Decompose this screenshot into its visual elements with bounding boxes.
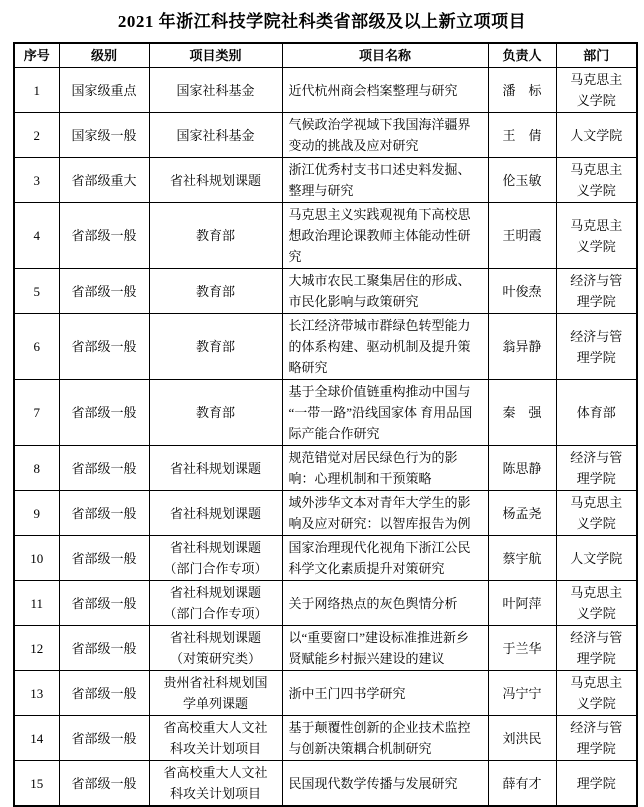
table-row bbox=[14, 671, 637, 716]
cell-serial-number: 9 bbox=[14, 491, 59, 536]
table-row bbox=[14, 380, 637, 446]
cell-level: 省部级一般 bbox=[59, 446, 149, 491]
cell-project-name: 浙江优秀村支书口述史料发掘、整理与研究 bbox=[282, 158, 488, 203]
cell-project-name: 以“重要窗口”建设标准推进新乡贤赋能乡村振兴建设的建议 bbox=[282, 626, 488, 671]
cell-category: 国家社科基金 bbox=[149, 113, 282, 158]
cell-leader: 薛有才 bbox=[488, 761, 556, 807]
cell-category: 省社科规划课题（部门合作专项） bbox=[149, 581, 282, 626]
table-row bbox=[14, 269, 637, 314]
cell-department: 马克思主义学院 bbox=[556, 68, 637, 113]
cell-category: 省社科规划课题 bbox=[149, 446, 282, 491]
cell-level: 省部级重大 bbox=[59, 158, 149, 203]
cell-level: 省部级一般 bbox=[59, 269, 149, 314]
cell-level: 省部级一般 bbox=[59, 380, 149, 446]
cell-serial-number: 7 bbox=[14, 380, 59, 446]
table-row bbox=[14, 536, 637, 581]
cell-leader: 王 倩 bbox=[488, 113, 556, 158]
cell-project-name: 长江经济带城市群绿色转型能力的体系构建、驱动机制及提升策略研究 bbox=[282, 314, 488, 380]
cell-serial-number: 2 bbox=[14, 113, 59, 158]
cell-level: 省部级一般 bbox=[59, 203, 149, 269]
cell-level: 省部级一般 bbox=[59, 314, 149, 380]
cell-department: 体育部 bbox=[556, 380, 637, 446]
table-row bbox=[14, 314, 637, 380]
cell-department: 经济与管理学院 bbox=[556, 626, 637, 671]
cell-leader: 冯宁宁 bbox=[488, 671, 556, 716]
table-row bbox=[14, 68, 637, 113]
cell-department: 马克思主义学院 bbox=[556, 491, 637, 536]
page-title: 2021 年浙江科技学院社科类省部级及以上新立项项目 bbox=[117, 12, 527, 31]
cell-category: 省高校重大人文社科攻关计划项目 bbox=[149, 716, 282, 761]
cell-department: 经济与管理学院 bbox=[556, 446, 637, 491]
cell-serial-number: 10 bbox=[14, 536, 59, 581]
cell-category: 省社科规划课题 bbox=[149, 491, 282, 536]
table-row bbox=[14, 716, 637, 761]
table-row bbox=[14, 203, 637, 269]
cell-level: 省部级一般 bbox=[59, 536, 149, 581]
cell-category: 教育部 bbox=[149, 380, 282, 446]
cell-serial-number: 5 bbox=[14, 269, 59, 314]
table-row bbox=[14, 491, 637, 536]
cell-leader: 刘洪民 bbox=[488, 716, 556, 761]
cell-level: 国家级一般 bbox=[59, 113, 149, 158]
cell-department: 马克思主义学院 bbox=[556, 203, 637, 269]
header-project-name: 项目名称 bbox=[282, 43, 488, 68]
cell-serial-number: 13 bbox=[14, 671, 59, 716]
cell-project-name: 近代杭州商会档案整理与研究 bbox=[282, 68, 488, 113]
cell-serial-number: 1 bbox=[14, 68, 59, 113]
cell-department: 人文学院 bbox=[556, 113, 637, 158]
cell-leader: 秦 强 bbox=[488, 380, 556, 446]
cell-leader: 伦玉敏 bbox=[488, 158, 556, 203]
table-body bbox=[14, 68, 637, 807]
cell-department: 理学院 bbox=[556, 761, 637, 807]
cell-category: 贵州省社科规划国学单列课题 bbox=[149, 671, 282, 716]
table-row bbox=[14, 581, 637, 626]
cell-serial-number: 6 bbox=[14, 314, 59, 380]
cell-department: 马克思主义学院 bbox=[556, 671, 637, 716]
table-row bbox=[14, 761, 637, 807]
cell-department: 马克思主义学院 bbox=[556, 581, 637, 626]
cell-project-name: 基于全球价值链重构推动中国与“一带一路”沿线国家体 育用品国际产能合作研究 bbox=[282, 380, 488, 446]
cell-level: 省部级一般 bbox=[59, 491, 149, 536]
cell-project-name: 马克思主义实践观视角下高校思想政治理论课教师主体能动性研究 bbox=[282, 203, 488, 269]
cell-leader: 蔡宇航 bbox=[488, 536, 556, 581]
projects-table bbox=[13, 42, 638, 807]
cell-project-name: 基于颠覆性创新的企业技术监控与创新决策耦合机制研究 bbox=[282, 716, 488, 761]
cell-category: 省高校重大人文社科攻关计划项目 bbox=[149, 761, 282, 807]
table-row bbox=[14, 626, 637, 671]
header-category: 项目类别 bbox=[149, 43, 282, 68]
cell-project-name: 大城市农民工聚集居住的形成、市民化影响与政策研究 bbox=[282, 269, 488, 314]
cell-category: 教育部 bbox=[149, 314, 282, 380]
cell-project-name: 气候政治学视域下我国海洋疆界变动的挑战及应对研究 bbox=[282, 113, 488, 158]
cell-serial-number: 3 bbox=[14, 158, 59, 203]
cell-department: 经济与管理学院 bbox=[556, 314, 637, 380]
header-leader: 负责人 bbox=[488, 43, 556, 68]
table-header bbox=[14, 43, 637, 68]
cell-level: 省部级一般 bbox=[59, 581, 149, 626]
cell-leader: 叶俊焘 bbox=[488, 269, 556, 314]
cell-category: 教育部 bbox=[149, 269, 282, 314]
cell-serial-number: 11 bbox=[14, 581, 59, 626]
cell-serial-number: 8 bbox=[14, 446, 59, 491]
cell-leader: 翁异静 bbox=[488, 314, 556, 380]
cell-leader: 杨孟尧 bbox=[488, 491, 556, 536]
table-row bbox=[14, 113, 637, 158]
cell-project-name: 域外涉华文本对青年大学生的影响及应对研究：以智库报告为例 bbox=[282, 491, 488, 536]
cell-project-name: 国家治理现代化视角下浙江公民科学文化素质提升对策研究 bbox=[282, 536, 488, 581]
cell-level: 省部级一般 bbox=[59, 626, 149, 671]
cell-project-name: 关于网络热点的灰色舆情分析 bbox=[282, 581, 488, 626]
cell-project-name: 浙中王门四书学研究 bbox=[282, 671, 488, 716]
cell-category: 省社科规划课题 bbox=[149, 158, 282, 203]
table-row bbox=[14, 158, 637, 203]
cell-leader: 王明霞 bbox=[488, 203, 556, 269]
cell-leader: 陈思静 bbox=[488, 446, 556, 491]
cell-department: 人文学院 bbox=[556, 536, 637, 581]
cell-department: 经济与管理学院 bbox=[556, 716, 637, 761]
cell-project-name: 规范错觉对居民绿色行为的影响：心理机制和干预策略 bbox=[282, 446, 488, 491]
cell-leader: 于兰华 bbox=[488, 626, 556, 671]
table-row bbox=[14, 446, 637, 491]
cell-category: 省社科规划课题（部门合作专项） bbox=[149, 536, 282, 581]
header-serial-number: 序号 bbox=[14, 43, 59, 68]
cell-leader: 叶阿萍 bbox=[488, 581, 556, 626]
cell-level: 省部级一般 bbox=[59, 716, 149, 761]
cell-category: 国家社科基金 bbox=[149, 68, 282, 113]
cell-serial-number: 15 bbox=[14, 761, 59, 807]
cell-level: 国家级重点 bbox=[59, 68, 149, 113]
header-level: 级别 bbox=[59, 43, 149, 68]
cell-project-name: 民国现代数学传播与发展研究 bbox=[282, 761, 488, 807]
cell-serial-number: 4 bbox=[14, 203, 59, 269]
cell-level: 省部级一般 bbox=[59, 671, 149, 716]
header-row bbox=[14, 43, 637, 68]
cell-serial-number: 12 bbox=[14, 626, 59, 671]
cell-department: 马克思主义学院 bbox=[556, 158, 637, 203]
cell-category: 教育部 bbox=[149, 203, 282, 269]
cell-serial-number: 14 bbox=[14, 716, 59, 761]
cell-level: 省部级一般 bbox=[59, 761, 149, 807]
cell-leader: 潘 标 bbox=[488, 68, 556, 113]
header-department: 部门 bbox=[556, 43, 637, 68]
cell-category: 省社科规划课题（对策研究类） bbox=[149, 626, 282, 671]
cell-department: 经济与管理学院 bbox=[556, 269, 637, 314]
